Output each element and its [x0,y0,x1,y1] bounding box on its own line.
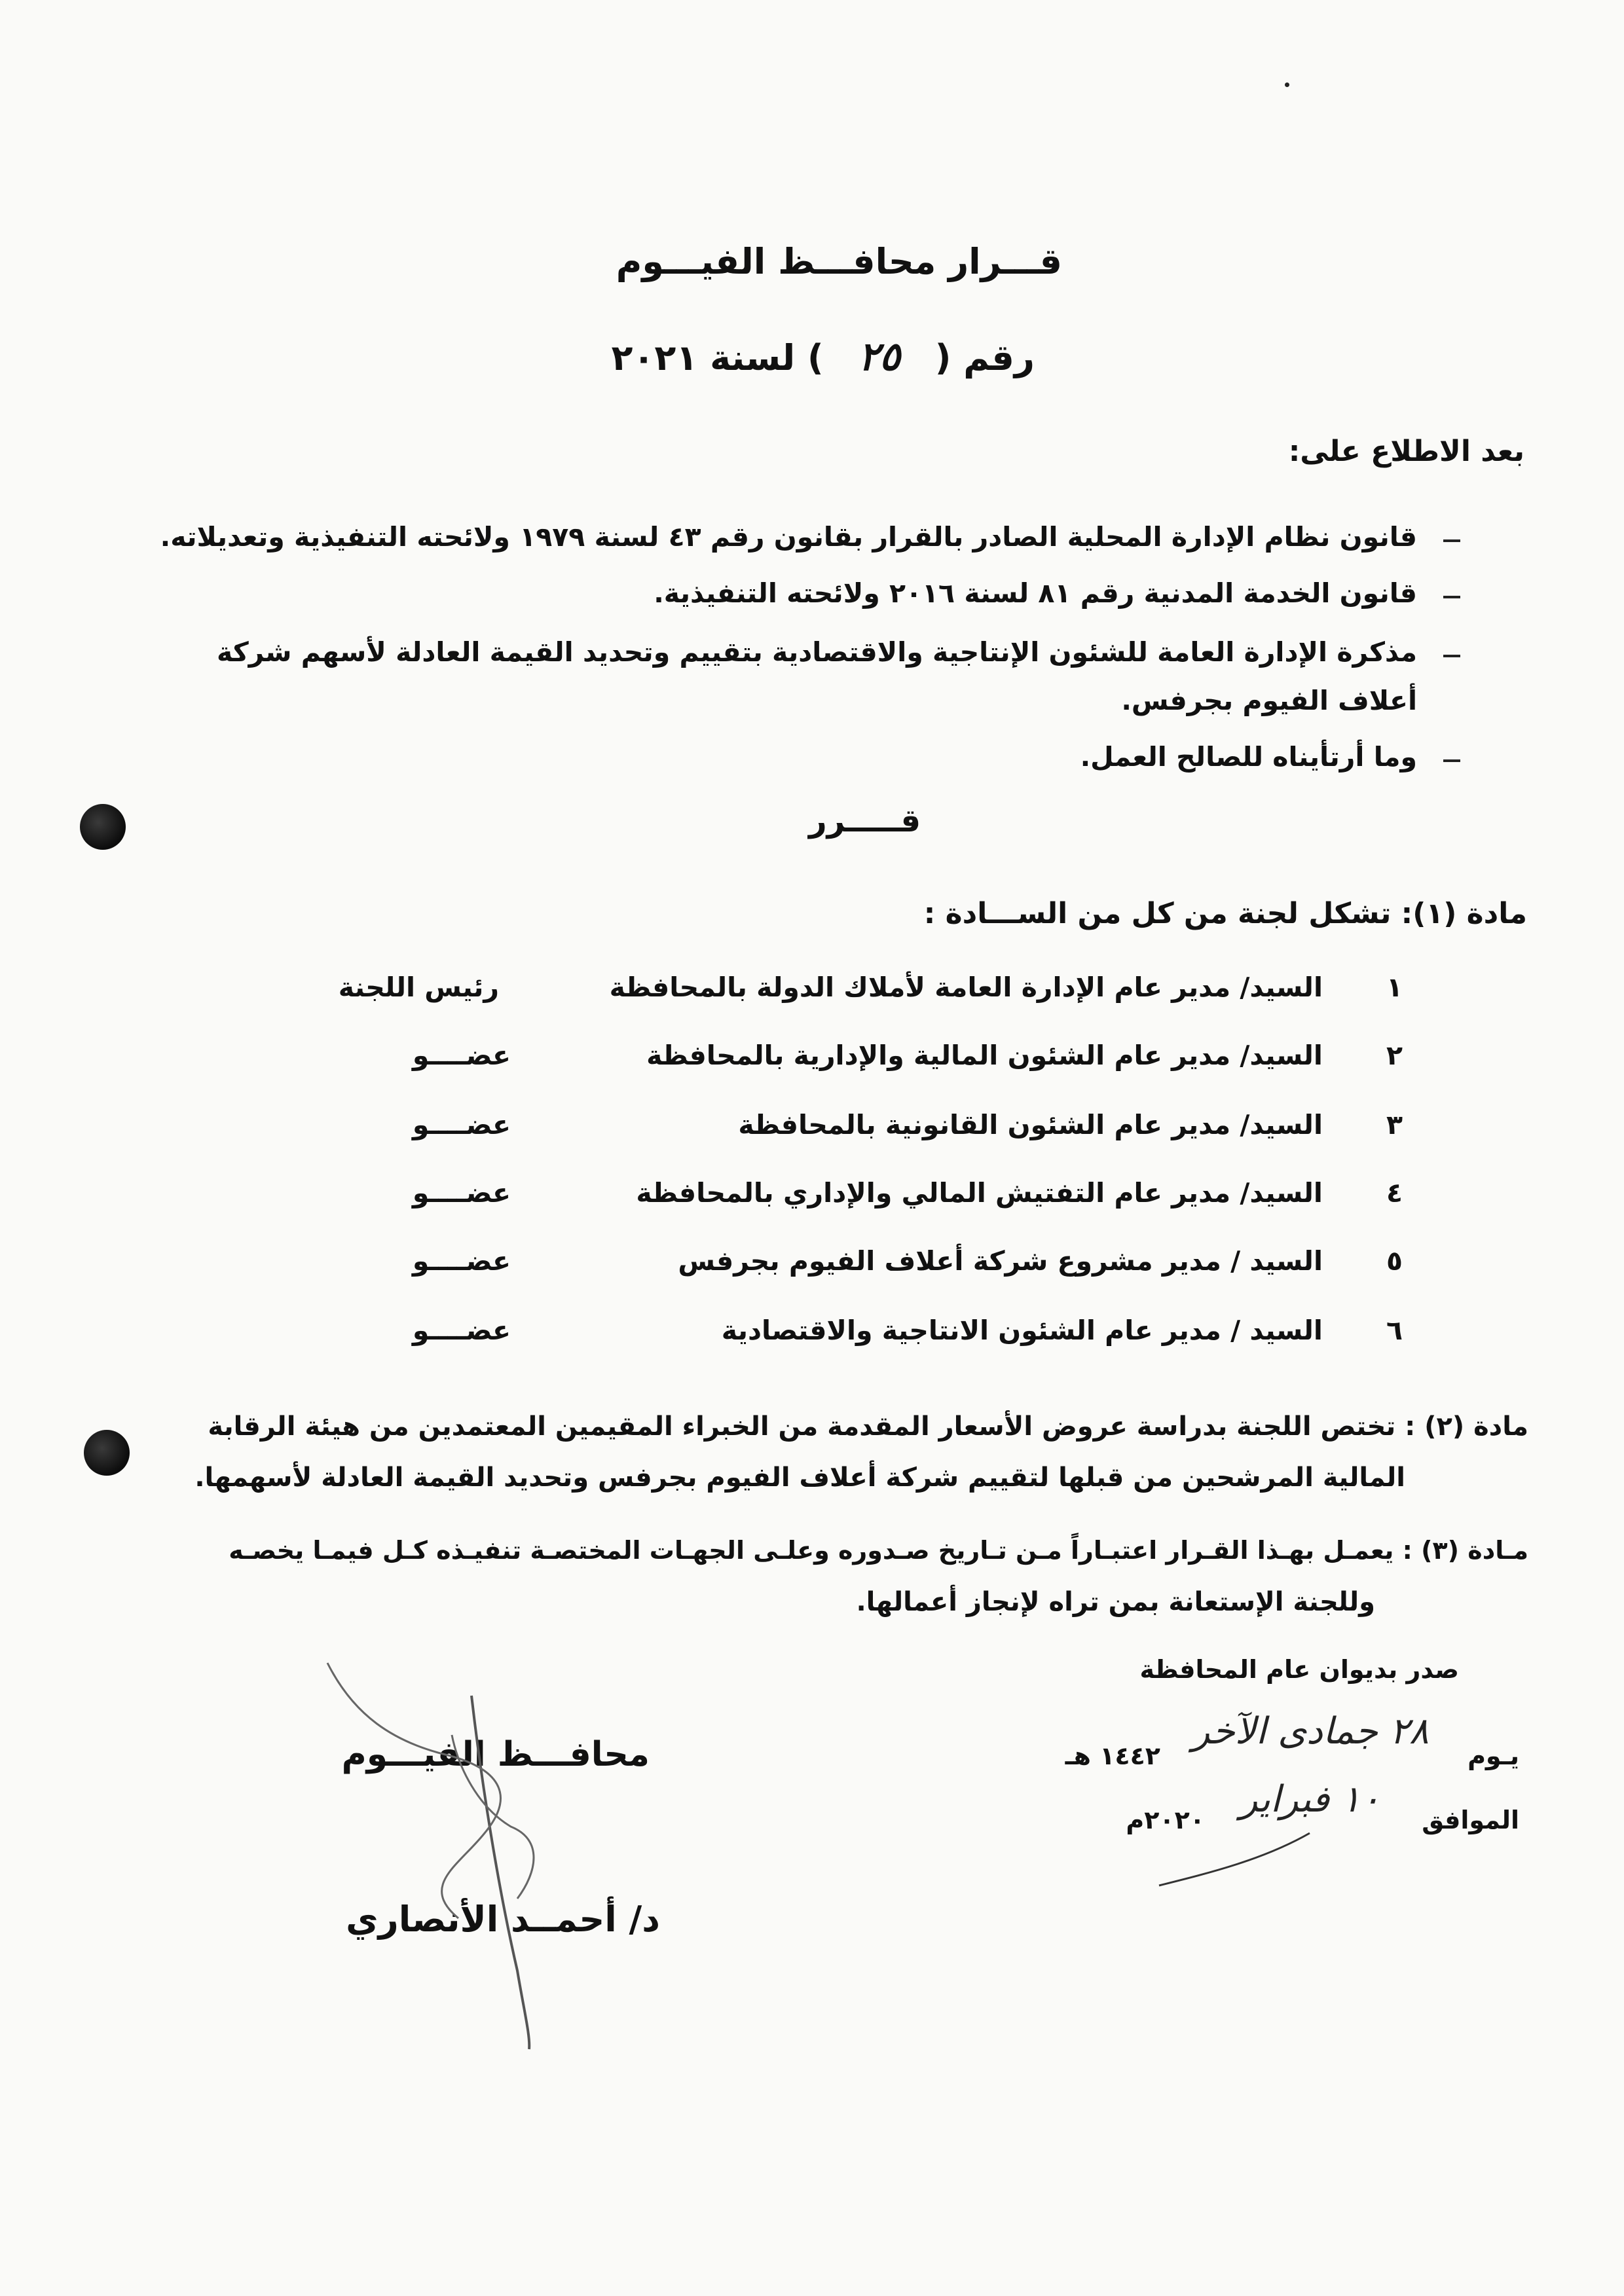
preamble-item: قانون الخدمة المدنية رقم ٨١ لسنة ٢٠١٦ ولائحته التنفيذية. [654,577,1417,609]
decision-heading: قـــــرر [809,803,921,839]
member-role: عضــــو [412,1315,511,1346]
hijri-year: ١٤٤٢ هـ [1065,1741,1160,1770]
member-number: ٦ [1386,1315,1403,1346]
member-number: ٤ [1386,1177,1403,1209]
preamble-item: وما أرتأيناه للصالح العمل. [1080,741,1417,773]
document-title: قـــرار محافـــظ الفيـــوم [616,241,1062,282]
issued-at: صدر بديوان عام المحافظة [1139,1655,1459,1684]
member-number: ١ [1386,972,1403,1003]
number-handwritten: ٢٥ [858,334,900,380]
corresponding-label: الموافق [1422,1806,1519,1834]
preamble-item: قانون نظام الإدارة المحلية الصادر بالقرار بقانون رقم ٤٣ لسنة ١٩٧٩ ولائحته التنفيذية وتعديلاته. [160,521,1417,553]
date-handwritten: ١٠ فبراير [1240,1778,1380,1821]
member-role: عضــــو [412,1177,511,1209]
member-title: السيد / مدير مشروع شركة أعلاف الفيوم بجرفس [678,1245,1323,1277]
day-handwritten: ٢٨ جمادى الآخر [1192,1710,1429,1753]
member-title: السيد/ مدير عام الإدارة العامة لأملاك الدولة بالمحافظة [609,972,1323,1003]
member-number: ٥ [1386,1245,1403,1277]
member-role: عضــــو [412,1245,511,1277]
member-title: السيد/ مدير عام التفتيش المالي والإداري بالمحافظة [636,1177,1323,1209]
member-role: رئيس اللجنة [338,972,499,1003]
signatory-title: محافـــظ الفيـــوم [341,1735,650,1774]
article-2-line-2: المالية المرشحين من قبلها لتقييم شركة أعلاف الفيوم بجرفس وتحديد القيمة العادلة لأسهمها. [194,1463,1405,1493]
member-number: ٢ [1386,1040,1403,1071]
preamble-intro: بعد الاطلاع على: [1288,435,1524,468]
article-2-line-1: مادة (٢) : تختص اللجنة بدراسة عروض الأسعار المقدمة من الخبراء المقيمين المعتمدين من هيئة الرقابة [208,1412,1528,1442]
member-role: عضــــو [412,1040,511,1071]
article-3-line-1: مـادة (٣) : يعمـل بهـذا القـرار اعتبـاراً مـن تـاريخ صـدوره وعلـى الجهـات المختصـة تنفيـذه كـل فيمـا يخصـه [229,1536,1528,1565]
member-role: عضــــو [412,1109,511,1140]
gregorian-year: ٢٠٢٠م [1126,1806,1205,1834]
member-title: السيد / مدير عام الشئون الانتاجية والاقتصادية [721,1315,1323,1346]
number-prefix: رقم ( [934,337,1035,378]
preamble-item: مذكرة الإدارة العامة للشئون الإنتاجية والاقتصادية بتقييم وتحديد القيمة العادلة لأسهم شركة [216,636,1417,668]
member-title: السيد/ مدير عام الشئون القانونية بالمحافظة [738,1109,1323,1140]
article-3-line-2: وللجنة الإستعانة بمن تراه لإنجاز أعمالها. [856,1587,1375,1617]
article-1-label: مادة (١): تشكل لجنة من كل من الســـادة : [923,897,1527,930]
signatory-name: د/ أحمــد الأنصاري [346,1899,660,1940]
preamble-item-continued: أعلاف الفيوم بجرفس. [1121,685,1417,716]
member-title: السيد/ مدير عام الشئون المالية والإدارية بالمحافظة [646,1040,1323,1071]
day-label: يـوم [1467,1741,1519,1770]
member-number: ٣ [1386,1109,1403,1140]
number-suffix: ) لسنة ٢٠٢١ [611,337,824,378]
